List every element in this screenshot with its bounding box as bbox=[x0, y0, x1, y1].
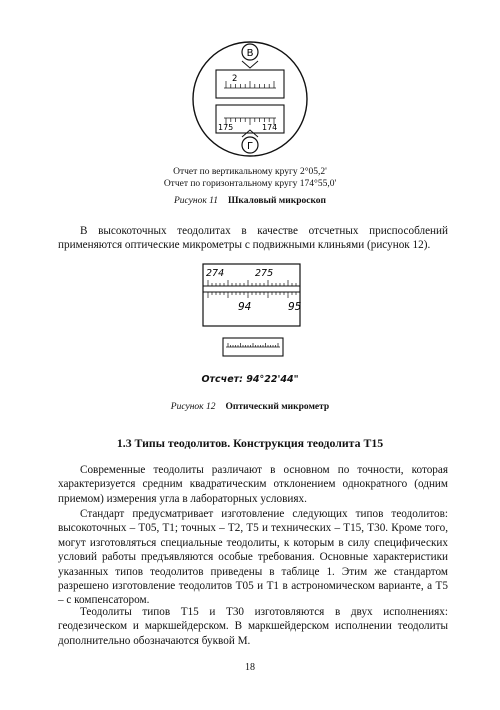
figure12-caption-label: Рисунок 12 bbox=[170, 402, 216, 412]
figure11-caption-label: Рисунок 11 bbox=[173, 196, 218, 206]
figure12-caption bbox=[0, 402, 500, 412]
micrometer-lower-ticks bbox=[208, 292, 296, 298]
lower-scale-number-left: 175 bbox=[218, 123, 234, 132]
figure12-reading: Отсчет: 94°22'44" bbox=[201, 374, 299, 385]
paragraph-1: В высокоточных теодолитах в качестве отсчетных приспособлений применяются оптические микрометры с подвижными клиньями (рисунок 12). bbox=[58, 225, 448, 252]
paragraph-3: Стандарт предусматривает изготовление следующих типов теодолитов: высокоточных – Т05, Т1; точных – Т2, Т5 и технических – Т15, Т30. Кроме того, могут изготовляться специальные теодолиты, к которым в силу специфических условий работы предъявляются особые требования. Основные характеристики указанных типов теодолитов приведены в таблице 1. Этим же стандартом разрешено изготовление теодолитов Т05 и Т1 в астрономическом варианте, а Т5 – с компенсатором. bbox=[58, 508, 448, 607]
figure12-caption-title: Оптический микрометр bbox=[225, 402, 330, 412]
bottom-badge-label: Г bbox=[246, 141, 254, 152]
number-275: 275 bbox=[255, 268, 274, 279]
figure11-reading-vertical: Отчет по вертикальному кругу 2°05,2' bbox=[173, 167, 327, 177]
micrometer-minute-window bbox=[222, 337, 284, 357]
scale-microscope-figure bbox=[190, 38, 310, 160]
number-94: 94 bbox=[238, 301, 252, 313]
top-badge-label: В bbox=[246, 48, 254, 59]
section-heading: 1.3 Типы теодолитов. Конструкция теодолита Т15 bbox=[116, 436, 384, 450]
paragraph-2: Современные теодолиты различают в основном по точности, которая характеризуется средним квадратическим отклонением однократного (одним приемом) измерения угла в лабораторных условиях. bbox=[58, 464, 448, 505]
lower-scale-number-right: 174 bbox=[262, 123, 278, 132]
optical-micrometer-scale bbox=[200, 262, 304, 330]
page-number: 18 bbox=[245, 662, 255, 673]
figure11-caption-title: Шкаловый микроскоп bbox=[227, 196, 327, 206]
paragraph-4: Теодолиты типов Т15 и Т30 изготовляются в двух исполнениях: геодезическом и маркшейдерском. В маркшейдерском исполнении теодолиты дополнительно обозначаются буквой М. bbox=[58, 606, 448, 647]
minute-window-ticks bbox=[228, 343, 278, 347]
upper-scale-number: 2 bbox=[232, 74, 238, 84]
figure11-caption bbox=[0, 196, 500, 206]
micrometer-upper-ticks bbox=[208, 280, 296, 286]
number-95: 95 bbox=[288, 301, 302, 313]
number-274: 274 bbox=[206, 268, 225, 279]
figure11-reading-horizontal: Отчет по горизонтальному кругу 174°55,0' bbox=[163, 179, 337, 189]
